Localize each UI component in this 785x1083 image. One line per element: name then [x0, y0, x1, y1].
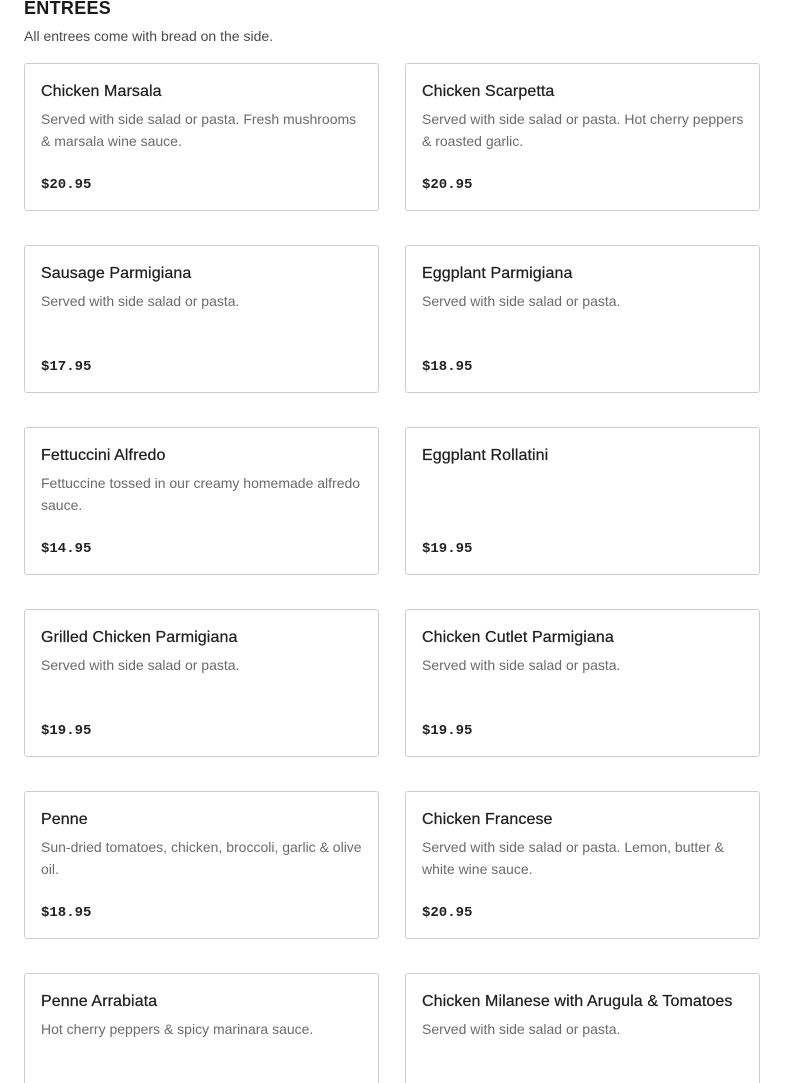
menu-item-price: $20.95 [41, 177, 92, 193]
menu-item-name: Chicken Scarpetta [422, 83, 555, 100]
menu-item-price: $18.95 [41, 905, 92, 921]
menu-item-price: $20.95 [422, 905, 473, 921]
menu-item-description: Hot cherry peppers & spicy marinara sauce. [41, 1021, 314, 1037]
menu-item-price: $19.95 [422, 541, 473, 557]
menu-item-name: Chicken Milanese with Arugula & Tomatoes [422, 993, 733, 1010]
menu-item-price: $19.95 [422, 723, 473, 739]
menu-item-card[interactable] [405, 63, 760, 211]
menu-item-price: $20.95 [422, 177, 473, 193]
menu-item-description: Served with side salad or pasta. [422, 657, 621, 673]
section-subtitle: All entrees come with bread on the side. [24, 28, 274, 44]
menu-item-description: Served with side salad or pasta. Hot cherry peppers & roasted garlic. [422, 111, 744, 149]
menu-item-card[interactable] [24, 427, 379, 575]
menu-item-description: Served with side salad or pasta. [41, 293, 240, 309]
menu-item-name: Sausage Parmigiana [41, 265, 192, 282]
menu-item-description: Served with side salad or pasta. [422, 1021, 621, 1037]
menu-item-description: Served with side salad or pasta. [422, 293, 621, 309]
menu-item-card[interactable] [24, 245, 379, 393]
menu-item-description: Served with side salad or pasta. [41, 657, 240, 673]
menu-item-description: Served with side salad or pasta. Fresh mushrooms & marsala wine sauce. [41, 111, 357, 149]
menu-item-card[interactable] [405, 791, 760, 939]
menu-item-name: Chicken Francese [422, 811, 553, 828]
menu-item-description: Sun-dried tomatoes, chicken, broccoli, garlic & olive oil. [41, 839, 362, 877]
menu-item-card[interactable] [24, 791, 379, 939]
menu-item-name: Grilled Chicken Parmigiana [41, 629, 238, 646]
menu-item-name: Fettuccini Alfredo [41, 447, 166, 464]
menu-item-name: Chicken Cutlet Parmigiana [422, 629, 614, 646]
menu-item-name: Chicken Marsala [41, 83, 162, 100]
section-title: ENTREES [24, 0, 112, 18]
menu-item-description: Fettuccine tossed in our creamy homemade alfredo sauce. [41, 475, 361, 513]
menu-item-card[interactable] [24, 609, 379, 757]
menu-item-card[interactable] [405, 427, 760, 575]
menu-item-price: $17.95 [41, 359, 92, 375]
menu-item-description: Served with side salad or pasta. Lemon, butter & white wine sauce. [422, 839, 724, 877]
menu-item-price: $14.95 [41, 541, 92, 557]
menu-item-card[interactable] [405, 973, 760, 1083]
menu-item-card[interactable] [405, 609, 760, 757]
menu-page [24, 0, 761, 1037]
menu-item-price: $18.95 [422, 359, 473, 375]
menu-item-name: Eggplant Parmigiana [422, 265, 573, 282]
menu-item-price: $19.95 [41, 723, 92, 739]
menu-item-name: Penne Arrabiata [41, 993, 158, 1010]
menu-item-card[interactable] [24, 973, 379, 1083]
menu-item-card[interactable] [24, 63, 379, 211]
menu-item-name: Eggplant Rollatini [422, 447, 549, 464]
menu-item-name: Penne [41, 811, 88, 828]
menu-item-card[interactable] [405, 245, 760, 393]
